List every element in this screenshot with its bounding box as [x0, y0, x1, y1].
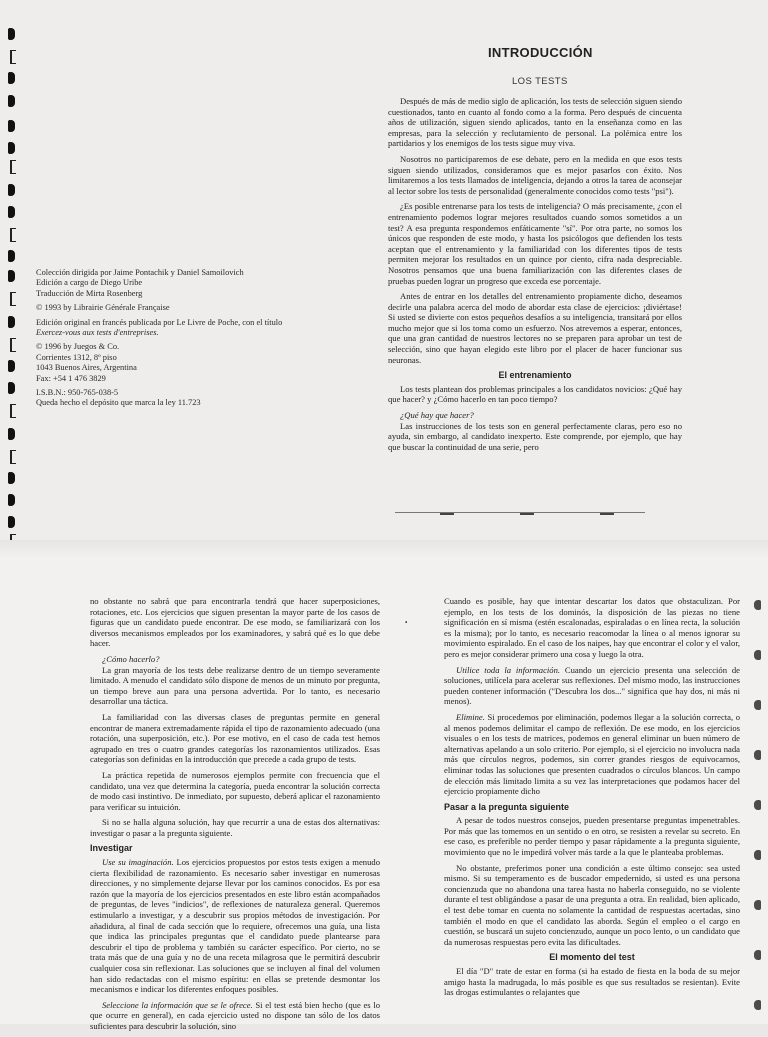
credits-translation: Traducción de Mirta Rosenberg	[36, 288, 143, 298]
divider-mark	[440, 513, 454, 515]
page-title: INTRODUCCIÓN	[488, 45, 593, 60]
intro-text-column	[388, 96, 682, 457]
section-title: LOS TESTS	[512, 76, 568, 87]
paragraph: Los tests plantean dos problemas principales a los candidatos novicios: ¿Qué hay que hacer? y ¿Cómo hacerlo en tan poco tiempo?	[388, 383, 682, 405]
bottom-right-column	[444, 596, 740, 1003]
publisher-fax: Fax: +54 1 476 3829	[36, 373, 106, 383]
show-through-text	[40, 30, 340, 230]
lead-select: Seleccione la información que se le ofrece.	[102, 999, 253, 1010]
subheading-what: ¿Qué hay que hacer?	[400, 410, 474, 421]
paragraph-body: Cuando un ejercicio presenta una selección de soluciones, utilícela para acelerar sus reflexiones. Del mismo modo, las instrucciones pueden contener información ("Descubra los dos..." significa que hay dos, ni más ni menos).	[444, 664, 740, 707]
paragraph	[444, 712, 740, 797]
paragraph: Después de más de medio siglo de aplicación, los tests de selección siguen siendo cuestionados, tanto en cuanto al fondo como a la forma. Pero después de cincuenta años de utilización, siguen siendo aplicados, tanto en la enseñanza como en las empresas, para la selección y reclutamiento de personal. La polémica entre los partidarios y los enemigos de los tests sigue muy viva.	[388, 96, 682, 149]
paragraph: Antes de entrar en los detalles del entrenamiento propiamente dicho, deseamos decirle una palabra acerca del modo de abordar esta clase de ejercicios: ¡diviértase! Si usted se divierte con estos pequeños desafíos a su inteligencia, transitará por ellos mucho mejor que si los toma como un esfuerzo. Nos atrevemos a esperar, entonces, que una gran cantidad de nuestros lectores no se preparen para aprobar un test de selección, sino que hayan elegido este libro por el placer de hacer funcionar sus neuronas.	[388, 291, 682, 365]
binding-edge-left	[4, 20, 18, 550]
subheading-how: ¿Cómo hacerlo?	[102, 653, 160, 664]
credits-collection: Colección dirigida por Jaime Pontachik y Daniel Samoilovich	[36, 268, 244, 277]
isbn: I.S.B.N.: 950-765-038-5	[36, 388, 119, 398]
divider-mark	[600, 513, 614, 515]
credits-edition: Edición a cargo de Diego Uribe	[36, 278, 143, 288]
legal-deposit: Queda hecho el depósito que marca la ley 11.723	[36, 398, 201, 408]
lead-info: Utilice toda la información.	[456, 664, 561, 675]
publisher-address-2: 1043 Buenos Aires, Argentina	[36, 363, 137, 373]
paragraph: Cuando es posible, hay que intentar descartar los datos que obstaculizan. Por ejemplo, en los tests de los dominós, la disposición de las piezas no tiene significación en sí misma (estén escalonadas, espiraladas o en línea recta, la solución es la misma); por lo tanto, es necesario reacomodar la línea o al menos ignorar su movimiento espiralado. En el caso de los naipes, hay que encontrar el color y el valor, pero es mejor considerar primero una cosa y luego la otra.	[444, 596, 740, 659]
paragraph: No obstante, preferimos poner una condición a este último consejo: sea usted mismo. Si su temperamento es de buscador empedernido, si usted es una persona concienzuda que no abandona una tarea hasta no haberla conseguido, no se violente durante el test obligándose a pasar de una pregunta a otra. En realidad, bien aplicado, el test debe tomar en cuenta no solamente la cantidad de respuestas acertadas, sino también el modo en que el candidato las aborda. Según el empleo o el cargo en cuestión, se buscará un sujeto concienzudo, aunque un poco lento, o un candidato que da numerosas respuestas pero evita las dificultades.	[444, 862, 740, 947]
binding-edge-right	[750, 590, 764, 1020]
heading-investigate: Investigar	[90, 843, 133, 854]
paragraph: Nosotros no participaremos de ese debate, pero en la medida en que esos tests siguen siendo utilizados, consideramos que es mejor pasarlos con éxito. Nos limitaremos a los tests llamados de inteligencia, dejando a otros la tarea de aconsejar al lector sobre los tests de personalidad (generalmente conocidos como tests "psi").	[388, 153, 682, 196]
original-title: Exercez-vous aux tests d'entreprises.	[36, 328, 159, 338]
paragraph	[444, 665, 740, 707]
heading-training: El entrenamiento	[498, 370, 572, 381]
heading-test-moment: El momento del test	[549, 952, 635, 963]
bottom-left-column	[90, 596, 380, 1037]
heading-next-question: Pasar a la pregunta siguiente	[444, 801, 570, 812]
paragraph-body: Si el test está bien hecho (que es lo que ocurre en general), en cada ejercicio usted no dispone tan sólo de los datos suficientes para descubrir la solución, sino	[90, 999, 381, 1031]
credits-block	[36, 268, 346, 413]
paragraph: ¿Es posible entrenarse para los tests de inteligencia? O más precisamente, ¿con el entrenamiento podemos lograr mejores resultados cuando somos sometidos a un test? A esa pregunta respondemos enfáticamente "sí". Por otra parte, no somos los únicos que responden de este modo, y hasta los psicólogos que defienden los tests aceptan que el entrenamiento y la familiaridad con los diferentes tipos de tests permiten mejorar los resultados en un quince por ciento, cifra nada despreciable. Nosotros pensamos que una buena familiarización con las diferentes clases de pruebas pueden lograr un progreso que exceda ese porcentaje.	[388, 201, 682, 286]
paragraph: Las instrucciones de los tests son en general perfectamente claras, pero eso no ayuda, sin embargo, al candidato inexperto. Este comprende, por ejemplo, que hay que buscar la continuidad de una serie, pero	[388, 420, 682, 452]
paragraph: La práctica repetida de numerosos ejemplos permite con frecuencia que el candidato, una vez que determina la categoría, pueda encontrar la solución correcta de modo casi instintivo. De inmediato, por supuesto, deberá aplicar el razonamiento para verificar su intuición.	[90, 769, 380, 812]
divider-mark	[520, 513, 534, 515]
paragraph	[90, 857, 380, 995]
paragraph: A pesar de todos nuestros consejos, pueden presentarse preguntas impenetrables. Por más que las tomemos en un sentido o en otro, se resisten a revelar su secreto. En ese caso, es preferible no perder tiempo y pasar rápidamente a la pregunta siguiente, movimiento que no le impedirá volver más tarde a la que le planteaba problemas.	[444, 815, 740, 858]
paragraph	[90, 1000, 380, 1032]
paragraph-body: Si procedemos por eliminación, podemos llegar a la solución correcta, o al menos podemos delimitar el campo de reflexión. De ese modo, en los ejercicios visuales o en los tests de matrices, podemos en general eliminar un buen número de alternativas apelando a un solo criterio. Por ejemplo, si el ejercicio no involucra nada más que círculos negros, podemos, sin correr grandes riesgos de equivocarnos, eliminar todas las soluciones que presenten cuadrados o círculos blancos. Un campo de elección más limitado limita a su vez las interpretaciones que podamos hacer del ejercicio propiamente dicho	[444, 711, 741, 797]
paragraph: Si no se halla alguna solución, hay que recurrir a una de estas dos alternativas: investigar o pasar a la pregunta siguiente.	[90, 817, 380, 838]
original-edition-note: Edición original en francés publicada por Le Livre de Poche, con el título	[36, 317, 283, 327]
copyright-french: © 1993 by Librairie Générale Française	[36, 303, 170, 313]
paragraph: no obstante no sabrá que para encontrarla tendrá que hacer superposiciones, rotaciones, etc. Los ejercicios que siguen presentan la mayor parte de los casos de figuras que un candidato puede encontrar. De ese modo, se familiarizará con los diversos mecanismos empleados por los examinadores, y sabrá qué es lo que debe hacer.	[90, 596, 380, 649]
paragraph: La gran mayoría de los tests debe realizarse dentro de un tiempo severamente limitado. A menudo el candidato sólo dispone de menos de un minuto por pregunta, un tiempo breve aun para una persona advertida. Por lo tanto, es necesario desarrollar una táctica.	[90, 664, 380, 707]
page-corner-mark: ·	[404, 615, 409, 631]
lead-eliminate: Elimine.	[456, 711, 485, 722]
lead-imagination: Use su imaginación.	[102, 857, 174, 868]
paragraph: La familiaridad con las diversas clases de preguntas permite en general encontrar de manera extremadamente rápida el tipo de razonamiento adecuado (una rotación, una superposición, etc.). Por ese motivo, en el caso de cada test hemos agrupado en tres o cuatro grandes categorías los razonamientos utilizados. Esas categorías son definidas en la introducción que precede a cada grupo de tests.	[90, 711, 380, 765]
paragraph: El día "D" trate de estar en forma (si ha estado de fiesta en la boda de su mejor amigo hasta la madrugada, lo más posible es que sus resultados se resientan). Evite las drogas estimulantes o relajantes que	[444, 966, 740, 998]
copyright-publisher: © 1996 by Juegos & Co.	[36, 342, 120, 352]
paragraph-body: Los ejercicios propuestos por estos tests exigen a menudo cierta flexibilidad de razonamiento. Es necesario saber investigar en numerosas direcciones, y no simplemente dejarse llevar por los caminos conocidos. Es por esa razón que la mayoría de los ejercicios presentados en este libro están acompañados de preguntas, de leves "indicios", de reflexiones de naturaleza general. Queremos estimularlo a investigar, y a descubrir sus propios métodos de investigación. Por añadidura, al final de cada sección que lo requiere, ofrecemos una guía, una lista que indica las principales preguntas que el candidato puede plantearse para descubrir el tipo de problema y también su carácter específico. Por cierto, no se trata más que de una guía y no de una receta milagrosa que le permitirá descubrir cualquier cosa sin reflexionar. Las soluciones que se incluyen al final del volumen han sido redactadas con el mismo espíritu: en ellas se pretende desmontar los mecanismos e indicar los diferentes enfoques posibles.	[90, 857, 380, 995]
publisher-address-1: Corrientes 1312, 8º piso	[36, 352, 117, 362]
